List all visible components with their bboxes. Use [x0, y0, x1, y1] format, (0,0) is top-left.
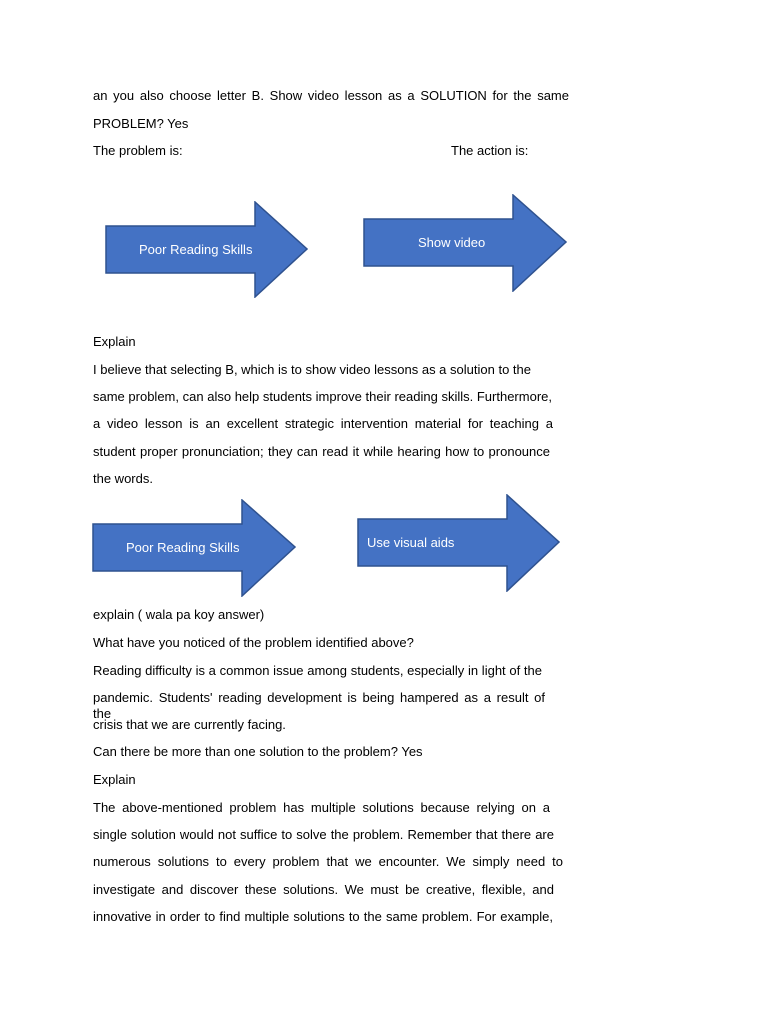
noticed-line-3: crisis that we are currently facing. — [93, 717, 286, 732]
explain-1-line-5: the words. — [93, 471, 153, 486]
action-heading: The action is: — [451, 143, 529, 158]
question-line-1: an you also choose letter B. Show video lesson as a SOLUTION for the same — [93, 88, 569, 103]
explain-placeholder-line: explain ( wala pa koy answer) — [93, 607, 265, 622]
explain-1-line-2: same problem, can also help students improve their reading skills. Furthermore, — [93, 389, 552, 404]
explain-1-line-3: a video lesson is an excellent strategic intervention material for teaching a — [93, 416, 553, 431]
explain-2-line-3: numerous solutions to every problem that we encounter. We simply need to — [93, 854, 563, 869]
explain-1-line-4: student proper pronunciation; they can read it while hearing how to pronounce — [93, 444, 550, 459]
explain-2-line-4: investigate and discover these solutions. We must be creative, flexible, and — [93, 882, 554, 897]
explain-2-line-1: The above-mentioned problem has multiple solutions because relying on a — [93, 800, 550, 815]
problem-arrow-1-label: Poor Reading Skills — [139, 242, 253, 257]
explain-2-line-2: single solution would not suffice to solve the problem. Remember that there are — [93, 827, 554, 842]
noticed-question: What have you noticed of the problem identified above? — [93, 635, 414, 650]
explain-2-line-5: innovative in order to find multiple solutions to the same problem. For example, — [93, 909, 553, 924]
explain-1-line-1: I believe that selecting B, which is to show video lessons as a solution to the — [93, 362, 531, 377]
action-arrow-show-video-label: Show video — [418, 235, 486, 250]
problem-arrow-2-label: Poor Reading Skills — [126, 540, 240, 555]
noticed-line-2: pandemic. Students' reading development is being hampered as a result of the — [93, 690, 545, 721]
explain-heading-1: Explain — [93, 334, 136, 349]
question-line-2: PROBLEM? Yes — [93, 116, 189, 131]
more-solutions-question: Can there be more than one solution to the problem? Yes — [93, 744, 423, 759]
problem-heading: The problem is: — [93, 143, 183, 158]
noticed-line-1: Reading difficulty is a common issue among students, especially in light of the — [93, 663, 542, 678]
action-arrow-visual-aids-label: Use visual aids — [367, 535, 455, 550]
explain-heading-2: Explain — [93, 772, 136, 787]
